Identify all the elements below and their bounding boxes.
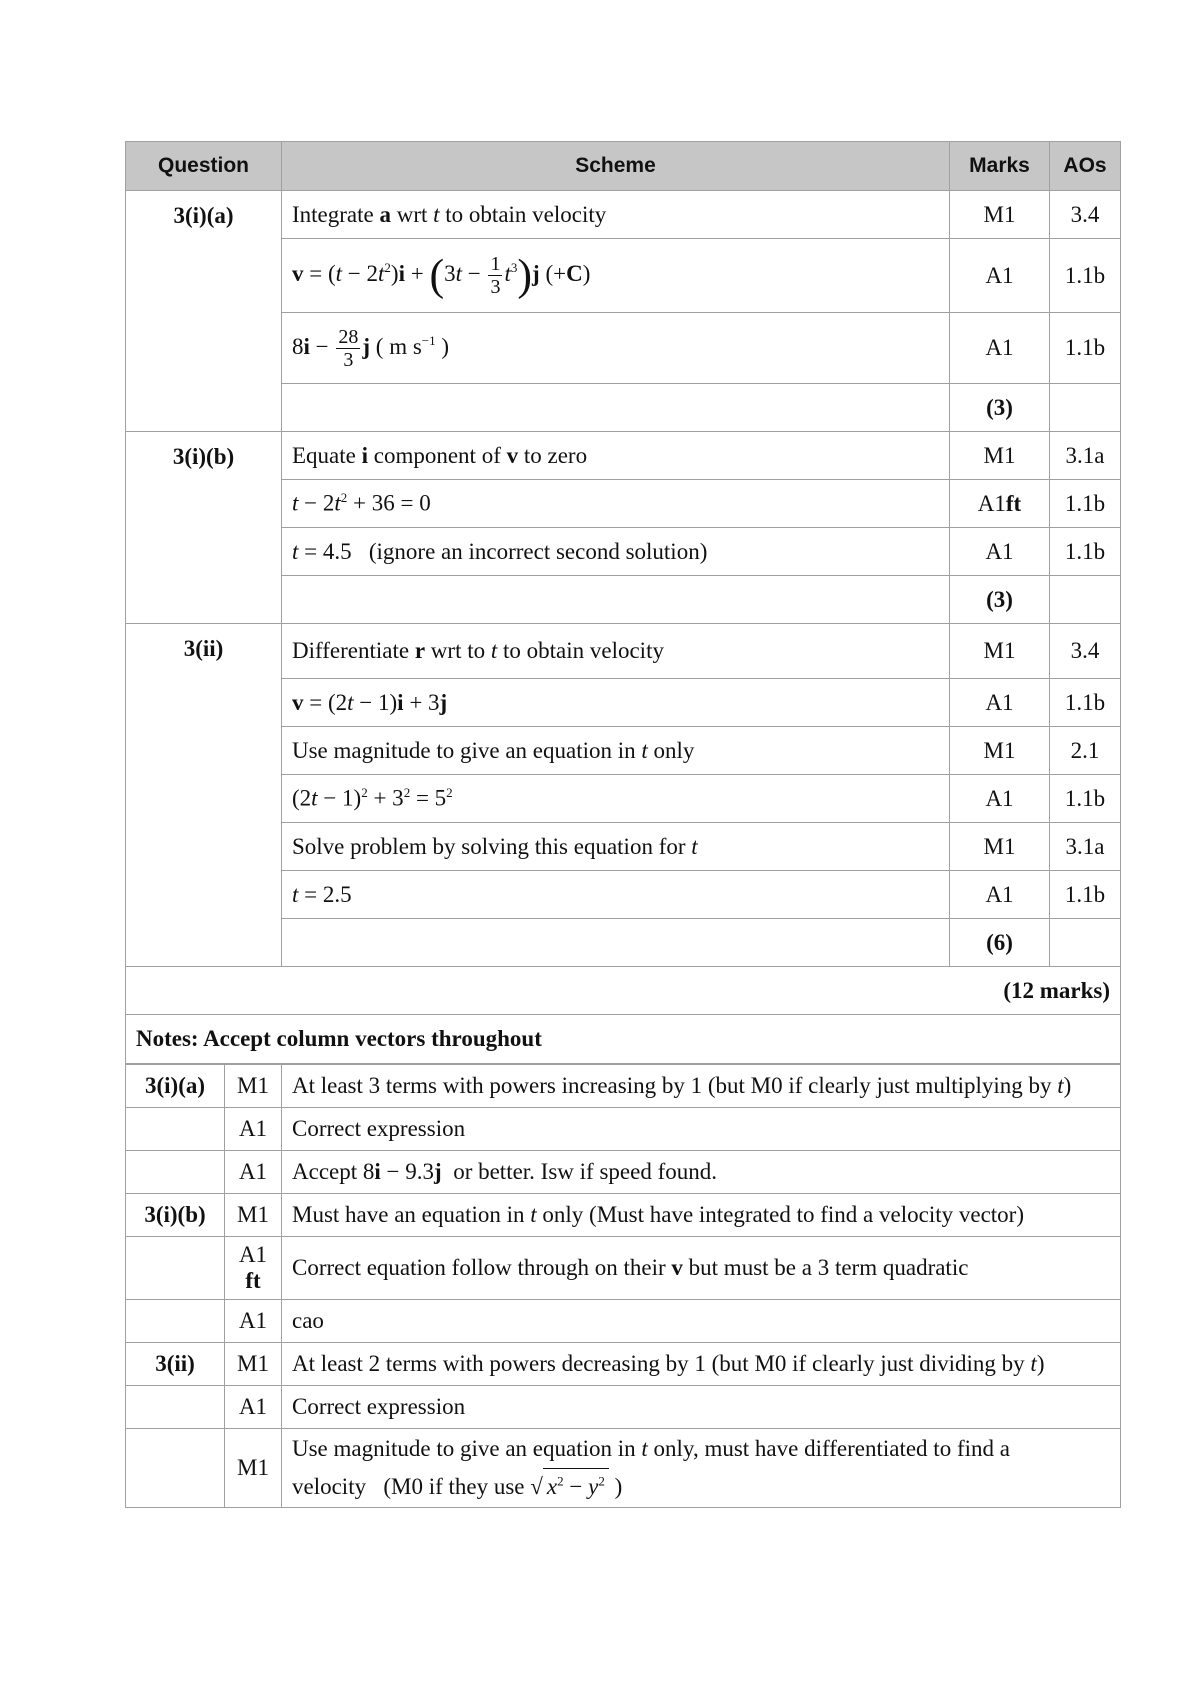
note-text: At least 3 terms with powers increasing by 1 (but M0 if clearly just multiplying by t) — [282, 1065, 1121, 1108]
ao: 3.1a — [1050, 432, 1121, 480]
note-text: At least 2 terms with powers decreasing by 1 (but M0 if clearly just dividing by t) — [282, 1343, 1121, 1386]
mark: M1 — [950, 432, 1050, 480]
mark: A1 — [950, 239, 1050, 313]
note-text: cao — [282, 1300, 1121, 1343]
table-row — [126, 624, 1121, 679]
note-text: Correct expression — [282, 1386, 1121, 1429]
mark: A1 — [950, 871, 1050, 919]
ao: 3.1a — [1050, 823, 1121, 871]
note-row — [126, 1237, 1121, 1300]
note-row — [126, 1386, 1121, 1429]
scheme-step: Use magnitude to give an equation in t only — [282, 727, 950, 775]
mark: M1 — [950, 624, 1050, 679]
grand-total: (12 marks) — [126, 967, 1121, 1015]
notes-table — [125, 1064, 1121, 1508]
header-scheme: Scheme — [282, 142, 950, 191]
note-row — [126, 1108, 1121, 1151]
grand-total-row — [126, 967, 1121, 1015]
question-label: 3(ii) — [126, 624, 282, 967]
scheme-table — [125, 141, 1121, 1064]
note-text: Use magnitude to give an equation in t only, must have differentiated to find a velocity (M0 if they use √ $x^2 - y^2$ ) — [282, 1429, 1121, 1508]
scheme-step: 8i − $\frac{28}{3}$ j ( m $s^{-1}$ ) — [282, 313, 950, 384]
ao: 3.4 — [1050, 624, 1121, 679]
scheme-step: t = 4.5 (ignore an incorrect second solution) — [282, 528, 950, 576]
ao: 3.4 — [1050, 191, 1121, 239]
mark: A1 — [950, 528, 1050, 576]
note-mark: A1 — [225, 1151, 282, 1194]
question-label: 3(i)(a) — [126, 191, 282, 432]
subtotal: (3) — [950, 384, 1050, 432]
note-row — [126, 1429, 1121, 1508]
note-text: Correct expression — [282, 1108, 1121, 1151]
mark: A1 — [950, 775, 1050, 823]
question-label: 3(i)(b) — [126, 432, 282, 624]
note-mark: A1 ft — [225, 1237, 282, 1300]
ao: 1.1b — [1050, 313, 1121, 384]
scheme-step: Differentiate r wrt to t to obtain velocity — [282, 624, 950, 679]
subtotal: (3) — [950, 576, 1050, 624]
mark-scheme — [125, 141, 1120, 1508]
ao: 2.1 — [1050, 727, 1121, 775]
note-text: Correct equation follow through on their v but must be a 3 term quadratic — [282, 1237, 1121, 1300]
ao: 1.1b — [1050, 871, 1121, 919]
ao: 1.1b — [1050, 480, 1121, 528]
scheme-step: Integrate a wrt t to obtain velocity — [282, 191, 950, 239]
note-mark: M1 — [225, 1065, 282, 1108]
table-row — [126, 191, 1121, 239]
note-mark: M1 — [225, 1343, 282, 1386]
note-mark: M1 — [225, 1429, 282, 1508]
header-question: Question — [126, 142, 282, 191]
mark: A1 — [950, 679, 1050, 727]
scheme-step: $t - 2t^2 + 36 = 0$ — [282, 480, 950, 528]
note-text: Accept 8i − 9.3j or better. Isw if speed found. — [282, 1151, 1121, 1194]
note-row — [126, 1151, 1121, 1194]
note-mark: A1 — [225, 1386, 282, 1429]
note-text: Must have an equation in t only (Must have integrated to find a velocity vector) — [282, 1194, 1121, 1237]
note-mark: M1 — [225, 1194, 282, 1237]
ao: 1.1b — [1050, 679, 1121, 727]
mark: M1 — [950, 191, 1050, 239]
scheme-step: $(2t - 1)^2 + 3^2 = 5^2$ — [282, 775, 950, 823]
scheme-step: $v = (t - 2t^2)i + (3t$ − $\frac{1}{3}$ $t^3)j$ (+C) — [282, 239, 950, 313]
note-row — [126, 1194, 1121, 1237]
ao: 1.1b — [1050, 239, 1121, 313]
scheme-step: Equate i component of v to zero — [282, 432, 950, 480]
mark: M1 — [950, 823, 1050, 871]
subtotal: (6) — [950, 919, 1050, 967]
ao: 1.1b — [1050, 528, 1121, 576]
scheme-step: Solve problem by solving this equation for t — [282, 823, 950, 871]
ao: 1.1b — [1050, 775, 1121, 823]
note-row — [126, 1343, 1121, 1386]
note-row — [126, 1065, 1121, 1108]
mark: A1 — [950, 313, 1050, 384]
note-question: 3(i)(b) — [126, 1194, 225, 1237]
header-row — [126, 142, 1121, 191]
notes-heading: Notes: Accept column vectors throughout — [126, 1015, 1121, 1064]
scheme-step: v = (2t − 1)i + 3j — [282, 679, 950, 727]
header-marks: Marks — [950, 142, 1050, 191]
note-mark: A1 — [225, 1300, 282, 1343]
header-aos: AOs — [1050, 142, 1121, 191]
note-question: 3(ii) — [126, 1343, 225, 1386]
note-question: 3(i)(a) — [126, 1065, 225, 1108]
mark: M1 — [950, 727, 1050, 775]
note-mark: A1 — [225, 1108, 282, 1151]
note-row — [126, 1300, 1121, 1343]
mark: A1ft — [950, 480, 1050, 528]
scheme-step: t = 2.5 — [282, 871, 950, 919]
notes-heading-row — [126, 1015, 1121, 1064]
table-row — [126, 432, 1121, 480]
